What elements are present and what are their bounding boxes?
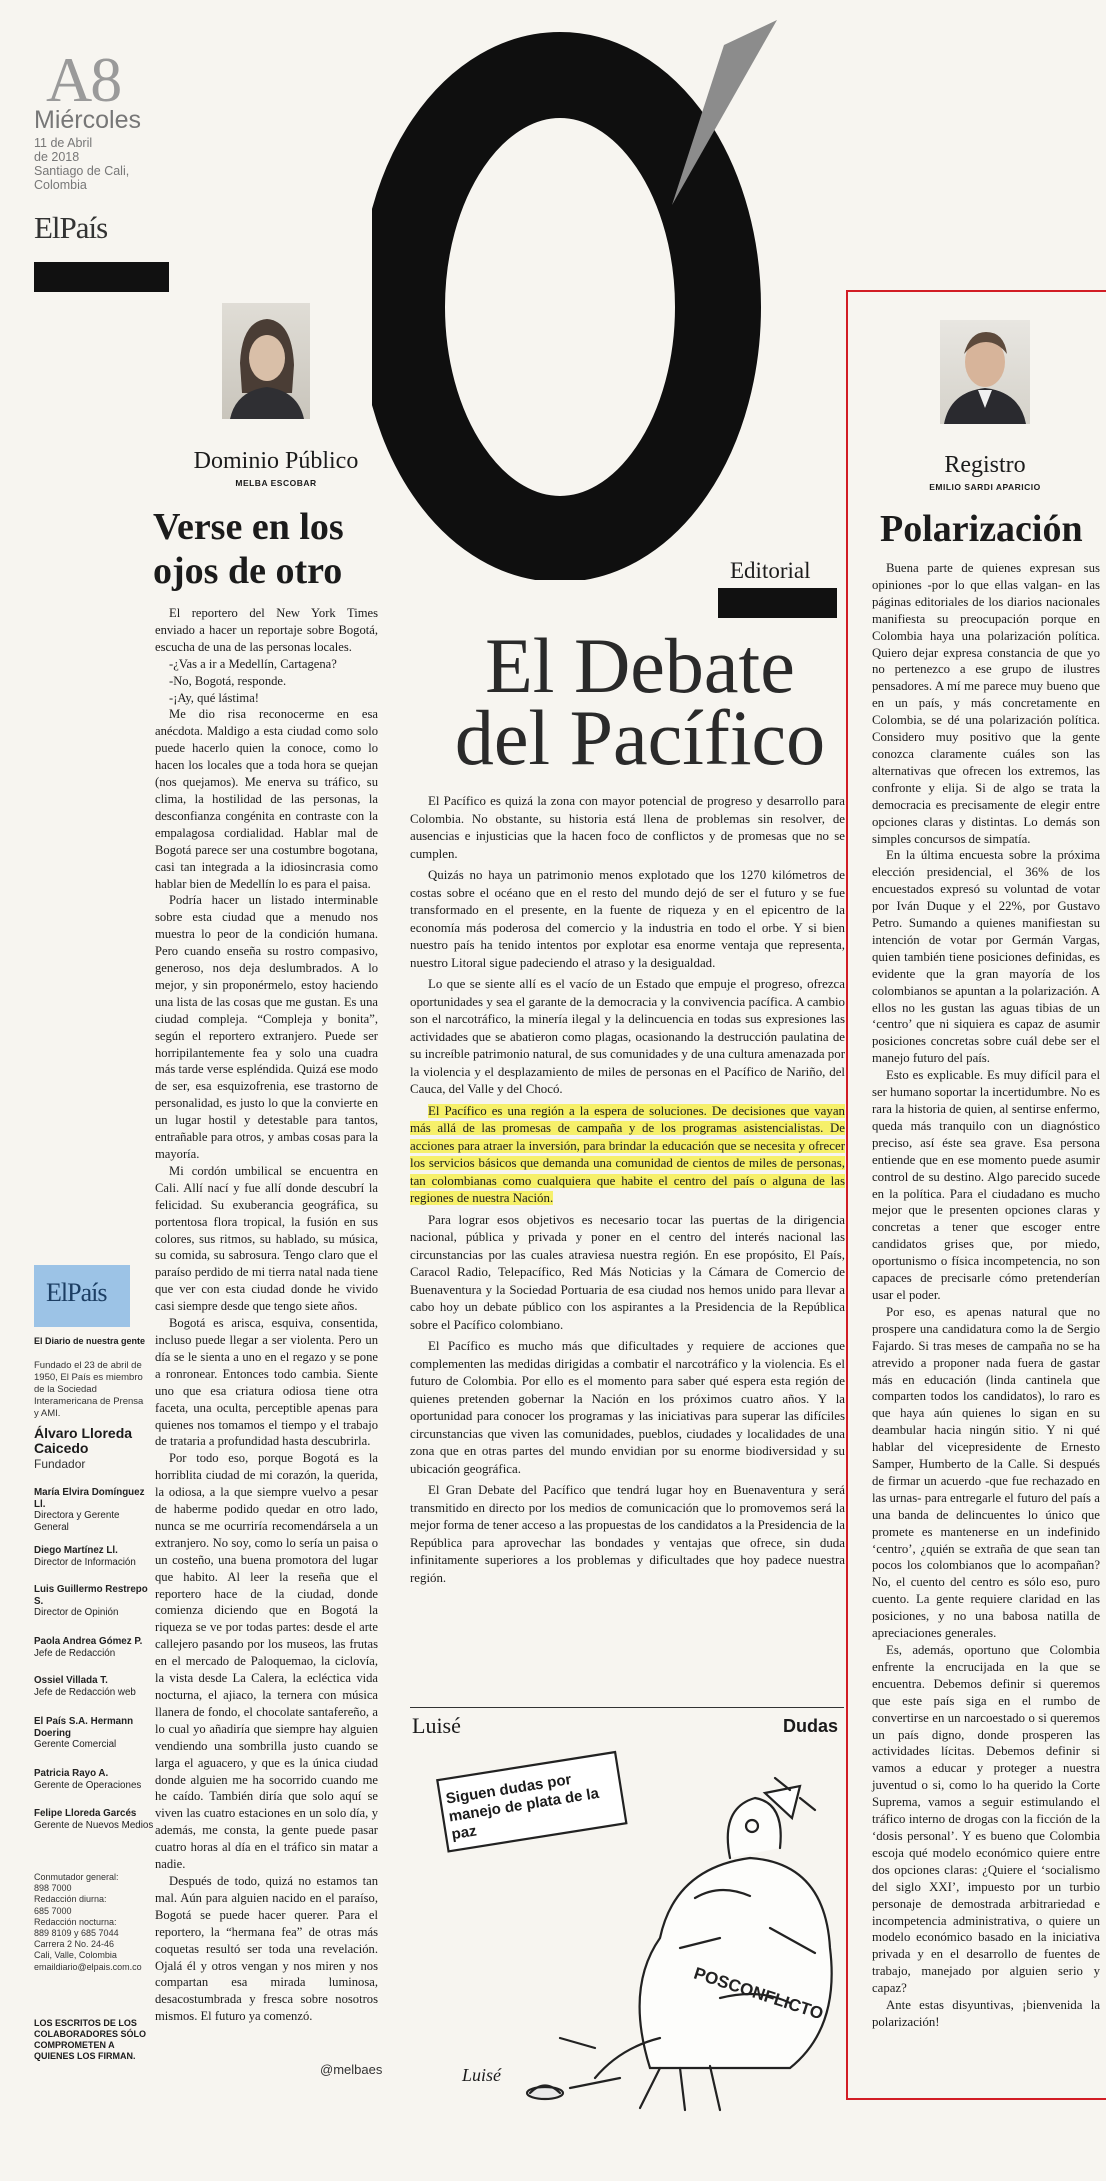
paragraph: Buena parte de quienes expresan sus opiniones -por lo que ellas valgan- en las páginas editoriales de los diarios nacionales manifiesta su preocupación porque en Colombia haya una polarización política. Quiero dejar expresa constancia de que yo no pertenezco a ese grupo de ilustres pensadores. A mí me parece muy bueno que en un país, y más concretamente en Colombia, se dé una polarización política. Considero muy positivo que la gente conozca claramente cuáles son las alternativas que ofrecen los extremos, las confronte y elija. Si de algo se trata la democracia es precisamente de elegir entre opciones claras y distintas. Lo demás son simples concursos de simpatía. <box>872 561 1100 846</box>
big-o-ornament <box>372 5 812 580</box>
newspaper-logo: ElPaís <box>34 210 108 245</box>
paragraph: -¿Vas a ir a Medellín, Cartagena? <box>169 656 337 671</box>
date-line: de 2018 <box>34 150 80 164</box>
column-section-label: Registro <box>944 452 1026 478</box>
paragraph: Esto es explicable. Es muy difícil para el ser humano soportar la incertidumbre. No es rara la historia de quien, al sentirse enfermo, queda más tranquilo con un diagnóstico preciso, así éste sea grave. Esa persona entiende que en ese momento puede asumir control de su destino. Algo parecido sucede en la política. Para el ciudadano es mucho mejor que le presenten opciones claras y concretas a tener que escoger entre candidatos grises que, por miedo, oportunismo o física incompetencia, no son capaces de precisarle cómo pretenderían usar el poder. <box>872 1068 1100 1302</box>
sidebar-founded: Fundado el 23 de abril de 1950, El País es miembro de la Sociedad Interamericana de Prensa y AMI. <box>34 1360 144 1419</box>
staff-entry <box>34 1584 154 1619</box>
contact-email: emaildiario@elpais.com.co <box>34 1961 142 1972</box>
author-photo-melba <box>222 303 310 419</box>
column-body <box>872 560 1100 2031</box>
staff-role: Director de Opinión <box>34 1607 119 1618</box>
sidebar-contact <box>34 1872 144 1973</box>
decorative-bar <box>718 588 837 618</box>
date-line: Colombia <box>34 178 87 192</box>
staff-role: Gerente de Nuevos Medios <box>34 1819 154 1831</box>
paragraph: Es, además, oportuno que Colombia enfrente la encrucijada en la que se encuentra. Debemos definir si queremos que este país siga en el rumbo de convertirse en un narcoestado o si queremos un país digno, donde prosperen las actividades lícitas. Debemos definir si vamos a educar y proteger a nuestra juventud o si, como lo ha querido la Corte Suprema, vamos a seguir estimulando el tráfico interno de drogas con la ficción de la ‘dosis personal’. Y es bueno que Colombia escoja qué modelo económico quiere entre dos opciones claras: ¿Quiere el ‘socialismo del siglo XXI’, impuesto por un turbio personaje de demostrada arbitrariedad e incompetencia administrativa, o quiere un modelo económico basado en la iniciativa privada y en el desarrollo de fuentes de trabajo, manejado por alguien serio y capaz? <box>872 1643 1100 1996</box>
staff-role: Director de Información <box>34 1556 136 1568</box>
staff-role: Gerente Comercial <box>34 1739 117 1750</box>
paragraph: Por todo eso, porque Bogotá es la horriblita ciudad de mi corazón, la querida, la odiosa, a la que siempre vuelvo a pesar de haberme podido quedar en otro lado, nunca se me ocurriría recomendársela a un extranjero. No soy, como lo sería un paisa o un costeño, una buena promotora del lugar que habito. Al leer la reseña que el reportero hace de la ciudad, donde comienza diciendo que en Bogotá la riqueza se ve por todas partes: desde el arte callejero pasando por los museos, las frutas en el mercado de Paloquemao, la ciclovía, la vista desde La Calera, la ecléctica vida nocturna, el ajiaco, la ternera con música llanera de fondo, el chocolate santafereño, a lo cual yo añadiría que siempre hay alguien vendiendo una sombrilla justo cuando se larga el aguacero, y que es la única ciudad donde alguien me ha socorrido cuando me he caído. También diría que solo aquí se viven las cuatro estaciones en un solo día, y además, me consta, la gente puede pasar cuatro horas al día en el tráfico sin matar a nadie. <box>155 1451 378 1872</box>
date-line: Santiago de Cali, <box>34 164 130 178</box>
column-section-label: Dominio Público <box>193 448 359 474</box>
decorative-bar <box>34 262 169 292</box>
paragraph: Podría hacer un listado interminable sobre esta ciudad que a menudo nos muestra lo peor de la condición humana. Pero cuando enseña su rostro compasivo, generoso, nos deja deslumbrados. A lo mejor, y sin proponérmelo, estoy haciendo una lista de las cosas que me gustan. Es una ciudad compleja. “Compleja y bonita”, según el reportero extranjero. Puede ser horripilantemente fea y solo una cuadra más tarde verse espléndida. Quizá ese modo de ser, esa esquizofrenia, ese trastorno de personalidad, es justo lo que la convierte en un lugar hostil y detestable para tantos, entrañable para otros, y ambas cosas para la mayoría. <box>155 893 378 1161</box>
staff-entry <box>34 1487 154 1533</box>
paragraph: Ante estas disyuntivas, ¡bienvenida la polarización! <box>872 1998 1100 2029</box>
editorial-headline <box>420 622 860 781</box>
paragraph: Para lograr esos objetivos es necesario tocar las puertas de la dirigencia nacional, pública y privada y poner en el centro del interés nacional las circunstancias por las cuales atraviesa nuestra región. En ese propósito, El País, Caracol Radio, Telepacífico, Red Más Noticias y la Cámara de Comercio de Buenaventura y la Sociedad Portuaria de esa ciudad nos hemos unido para llevar a cabo hoy un debate público con los aspirantes a la Presidencia de la República sobre el Pacífico colombiano. <box>410 1212 845 1332</box>
paragraph: El Pacífico es mucho más que dificultades y requiere de acciones que complementen las medidas dirigidas a combatir el narcotráfico y la violencia. Es el futuro de Colombia. Por ello es el momento para saber qué espera esta región de quienes pretenden gobernar la Nación en los próximos cuatro años. Y la oportunidad para conocer los programas y las iniciativas para superar las difíciles circunstancias que viven las comunidades, pueblos, ciudades y localidades de una zona que en otras partes del mundo envidian por su enorme biodiversidad y su ubicación geográfica. <box>410 1339 845 1476</box>
column-body <box>155 605 378 2025</box>
sidebar-tagline: El Diario de nuestra gente <box>34 1336 146 1346</box>
contact-line: 685 7000 <box>34 1905 72 1916</box>
staff-entry <box>34 1808 154 1831</box>
column-headline: Polarización <box>880 508 1083 550</box>
staff-name: Paola Andrea Gómez P. <box>34 1636 143 1647</box>
divider <box>410 1707 844 1708</box>
paragraph: En la última encuesta sobre la próxima elección presidencial, el 36% de los encuestados expresó su voluntad de votar por Iván Duque y el 22%, por Gustavo Petro. Sumando a quienes manifiestan su intención de votar por Germán Vargas, quien también tiene posiciones definidas, es evidente que la gran mayoría de los colombianos se apuntan a la polarización. A ellos no les gustan las aguas tibias de un ‘centro’ que ni siquiera es capaz de asumir posiciones concretas sobre cuál debe ser el manejo futuro del país. <box>872 848 1100 1066</box>
cartoon-title: Dudas <box>783 1716 839 1736</box>
paragraph: -No, Bogotá, responde. <box>169 673 287 688</box>
author-photo-emilio <box>940 320 1030 424</box>
sidebar-disclaimer: LOS ESCRITOS DE LOS COLABORADORES SÓLO COMPROMETEN A QUIENES LOS FIRMAN. <box>34 2018 147 2061</box>
staff-name: Patricia Rayo A. <box>34 1768 109 1779</box>
staff-role: Directora y Gerente General <box>34 1510 120 1533</box>
staff-entry <box>34 1716 154 1751</box>
paragraph: El Pacífico es quizá la zona con mayor potencial de progreso y desarrollo para Colombia. No obstante, su historia está llena de problemas sin resolver, de ausencias e injusticias que la hacen foco de conflictos y de promesas que no se cumplen. <box>410 794 845 861</box>
founder-role: Fundador <box>34 1457 86 1471</box>
date-line: 11 de Abril <box>34 136 93 150</box>
editorial-body <box>410 793 845 1591</box>
contact-line: Redacción diurna: <box>34 1894 107 1905</box>
paragraph: Mi cordón umbilical se encuentra en Cali. Allí nací y fue allí donde descubrí la felicidad. Su exuberancia geográfica, su portentosa flora tropical, la fusión en sus colores, sus ritmos, su hablado, su música, su comida, su sabrosura. Tengo claro que el paraíso perdido de mi tierra natal nada tiene que ver con esta ciudad donde he vivido casi siempre desde que tengo siete años. <box>155 1163 378 1314</box>
contact-line: Cali, Valle, Colombia <box>34 1950 117 1961</box>
founder-name: Álvaro Lloreda Caicedo <box>34 1425 133 1456</box>
staff-entry <box>34 1768 154 1791</box>
staff-entry <box>34 1675 154 1698</box>
contact-line: Redacción nocturna: <box>34 1916 117 1927</box>
paragraph: Por eso, es apenas natural que no prospere una candidatura como la de Sergio Fajardo. Si tras meses de campaña no se ha atrevido a proponer nada fuera de gastar más en educación (linda cantinela que comparten todos los candidatos), lo raro es que haya aún quienes lo sigan en su deambular hacia ningún sitio. Y ni qué hablar del vicepresidente de Ernesto Samper, Humberto de la Calle. Si después de firmar un acuerdo -que fue rechazado en las urnas- para entregarle el futuro del país a una banda de delincuentes lo único que promete es mantenerse en un indefinido ‘centro’, ¿quién se extraña de que sean tan pocos los colombianos que lo acompañan? No, el cuento del centro es sólo eso, puro cuento. La gente requiere claridad en las posiciones, y no una babosa natilla de apreciaciones generales. <box>872 1304 1100 1641</box>
paragraph: El Gran Debate del Pacífico que tendrá lugar hoy en Buenaventura y será transmitido en directo por los medios de comunicación que lo promovemos será la mejor forma de tener acceso a las propuestas de los candidatos a la Presidencia de la República para aprovechar las bondades y ventajas que ofrece, sin duda infinitamente superiores a los problemas y dificultades que hoy padece nuestra región. <box>410 1483 845 1585</box>
sack-label: POSCONFLICTO <box>691 1963 826 2024</box>
contact-line: Conmutador general: <box>34 1872 119 1882</box>
page-number: A8 <box>46 44 121 115</box>
weekday: Miércoles <box>34 106 141 134</box>
author-handle: @melbaes <box>320 2062 383 2077</box>
cartoonist-signature: Luisé <box>462 2065 502 2085</box>
highlighted-paragraph <box>410 1103 845 1208</box>
dateline <box>34 136 144 192</box>
highlight: El Pacífico es una región a la espera de soluciones. De decisiones que vayan más allá de las promesas de campaña y de los programas asistencialistas. De acciones para atraer la inversión, para brindar la educación que se necesita y ofrecer los servicios básicos que demanda una comunidad de cientos de miles de personas, tan colombianas como cualquiera que habite el centro del país o alguna de las regiones de nuestra Nación. <box>410 1103 845 1205</box>
staff-name: El País S.A. Hermann Doering <box>34 1716 134 1739</box>
staff-name: Felipe Lloreda Garcés <box>34 1808 137 1819</box>
staff-role: Jefe de Redacción <box>34 1647 116 1659</box>
staff-role: Jefe de Redacción web <box>34 1686 136 1698</box>
staff-entry <box>34 1636 154 1659</box>
paragraph: Bogotá es arisca, esquiva, consentida, incluso puede llegar a ser violenta. Pero un día se le sienta a uno en el regazo y se pone a ronronear. Entonces todo cambia. Siente uno que esa criatura odiosa tiene otra faceta, una oculta, perceptible apenas para quienes nos tomamos el tiempo y el trabajo de trataria a profundidad hasta descubrirla. <box>155 1316 378 1449</box>
cartoonist-name: Luisé <box>412 1713 461 1738</box>
paragraph: Me dio risa reconocerme en esa anécdota. Maldigo a esta ciudad como solo puede hacerlo quien la conoce, como lo hacen los locales que a toda hora se quejan (nos quejamos). Me enerva su tráfico, su clima, la hostilidad de las personas, la desconfianza congénita en contraste con la empalagosa cordialidad. Hablar mal de Bogotá parece ser una costumbre bogotana, casi tan integrada a la idiosincrasia como hablar bien de Medellín lo es para el paisa. <box>155 707 378 891</box>
staff-entry <box>34 1545 154 1568</box>
staff-name: Diego Martínez Ll. <box>34 1545 118 1556</box>
headline-line: del Pacífico <box>454 694 826 781</box>
paragraph: -¡Ay, qué lástima! <box>169 690 260 705</box>
editorial-label: Editorial <box>730 558 811 583</box>
contact-line: 889 8109 y 685 7044 <box>34 1928 119 1939</box>
paragraph: Quizás no haya un patrimonio menos explotado que los 1270 kilómetros de costas sobre el océano que en el resto del mundo dejó de ser el futuro y se fue transformado en el presente, en la fuente de riqueza y en el epicentro de la economía más poderosa del comercio y la industria en todo el orbe. Y si bien nuestro país ha tenido intentos por explotar esa enorme ventaja que representa, nuestro Litoral sigue padeciendo el atraso y la desigualdad. <box>410 868 845 970</box>
sidebar-logo: ElPaís <box>46 1278 107 1307</box>
staff-name: María Elvira Domínguez Ll. <box>34 1487 145 1510</box>
column-author: EMILIO SARDI APARICIO <box>929 482 1041 492</box>
staff-name: Ossiel Villada T. <box>34 1675 108 1686</box>
staff-name: Luis Guillermo Restrepo S. <box>34 1584 148 1607</box>
paragraph: Lo que se siente allí es el vacío de un Estado que empuje el progreso, ofrezca oportunidades y sea el garante de la democracia y la convivencia pacífica. A cambio son el narcotráfico, la minería ilegal y la delincuencia en todas sus expresiones las actividades que se abatieron como plagas, ocasionando la destrucción paulatina de su increíble patrimonio natural, de sus comunidades y de una cultura amenazada por la violencia y el desplazamiento de miles de personas en el Pacífico de Nariño, del Cauca, del Valle y del Chocó. <box>410 977 845 1096</box>
headline-line: El Debate <box>485 622 795 709</box>
contact-line: Carrera 2 No. 24-46 <box>34 1939 115 1950</box>
column-headline: Verse en los ojos de otro <box>153 506 344 592</box>
paragraph: El reportero del New York Times enviado a hacer un reportaje sobre Bogotá, escucha de una de las personas locales. <box>155 606 378 654</box>
cartoon-caption: Siguen dudas por manejo de plata de la paz <box>444 1771 601 1844</box>
staff-role: Gerente de Operaciones <box>34 1779 142 1791</box>
column-author: MELBA ESCOBAR <box>235 478 317 488</box>
paragraph: Después de todo, quizá no estamos tan mal. Aún para alguien nacido en el paraíso, Bogotá se puede hacer querer. Para el reportero, la “hermana fea” de otras más coquetas resultó ser toda una revelación. Ojalá él y otros vengan y nos miren y nos compartan esa mirada luminosa, desacostumbrada y fresca sobre nosotros mismos. El futuro ya comenzó. <box>155 1873 378 2024</box>
contact-line: 898 7000 <box>34 1883 72 1894</box>
